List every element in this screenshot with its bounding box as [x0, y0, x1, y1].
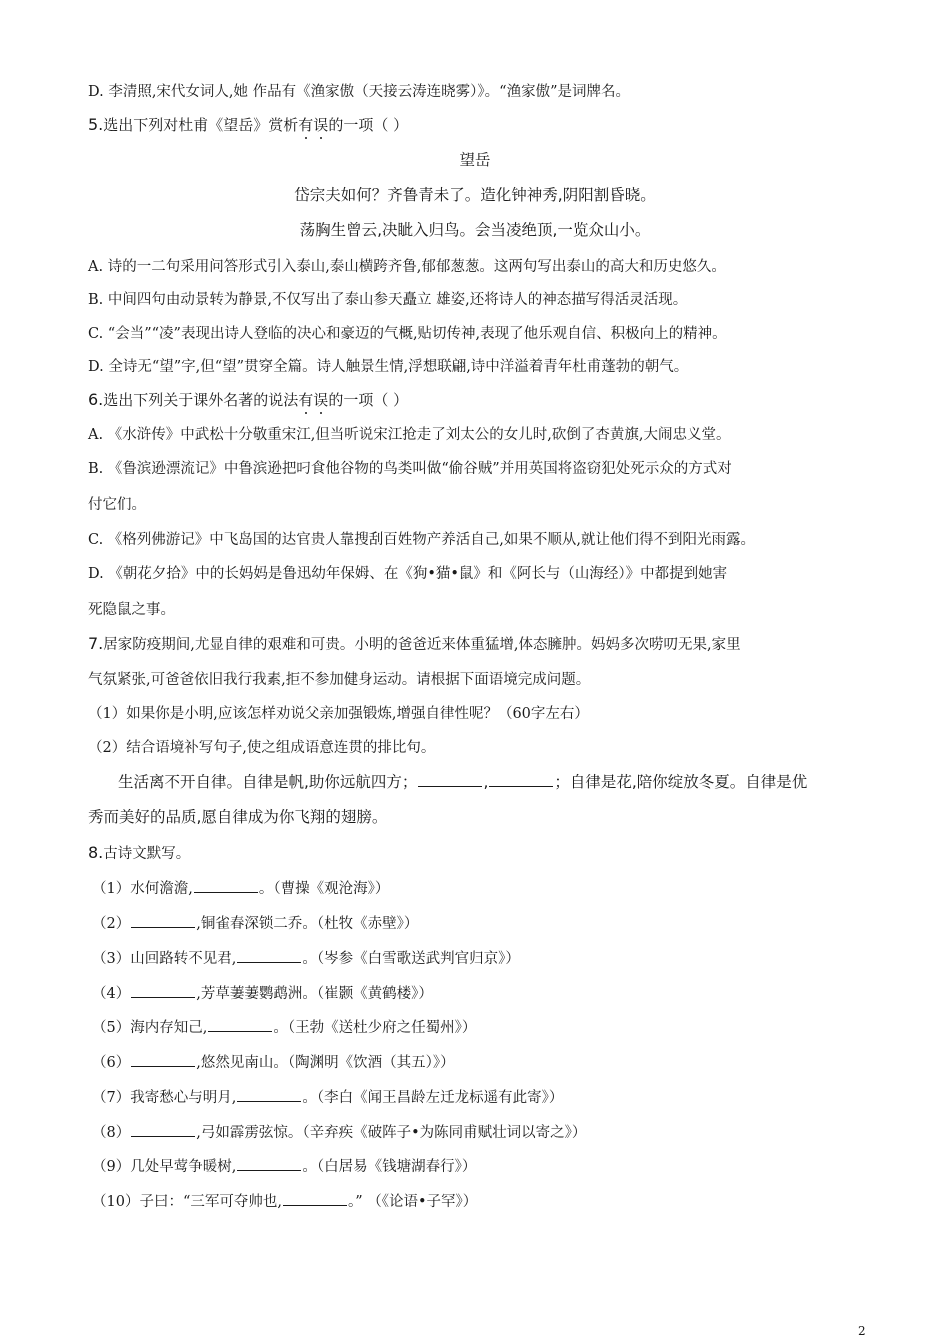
paragraph-text: 生活离不开自律。自律是帆,助你远航四方； [118, 773, 418, 791]
item-text: ,铜雀春深锁二乔。（杜牧《赤壁》） [196, 916, 419, 932]
q6-option-b: B. 《鲁滨逊漂流记》中鲁滨逊把叼食他谷物的鸟类叫做“偷谷贼”并用英国将盗窃犯处死示众的方式对 [88, 461, 732, 477]
item-text: （2） [92, 916, 131, 932]
poem-title: 望岳 [459, 151, 491, 169]
item-text: （1）水何澹澹, [92, 881, 193, 897]
question-6-stem [88, 390, 408, 410]
q8-item [92, 947, 520, 969]
item-text: （8） [92, 1125, 131, 1141]
question-number: 8. [88, 843, 104, 862]
q4-option-d: D. 李清照,宋代女词人,她 作品有《渔家傲（天接云涛连晓雾）》。“渔家傲”是词牌名。 [88, 84, 630, 100]
question-number: 6. [88, 390, 104, 409]
answer-blank[interactable] [208, 1016, 272, 1032]
item-text: ,芳草萋萋鹦鹉洲。（崔颢《黄鹤楼》） [196, 986, 433, 1002]
paragraph-text: ；自律是花,陪你绽放冬夏。自律是优 [554, 773, 808, 791]
item-text: 。（曹操《观沧海》） [258, 881, 390, 897]
answer-blank[interactable] [131, 982, 195, 998]
answer-blank[interactable] [131, 912, 195, 928]
q7-paragraph-cont: 秀而美好的品质,愿自律成为你飞翔的翅膀。 [88, 808, 388, 826]
q8-item [92, 1051, 455, 1073]
answer-blank[interactable] [489, 771, 553, 787]
emphasis-char: 误 [313, 116, 329, 134]
stem-text: 选出下列对杜甫《望岳》赏析 [103, 116, 299, 134]
item-text: 。（白居易《钱塘湖春行》） [302, 1159, 477, 1175]
item-text: ,弓如霹雳弦惊。（辛弃疾《破阵子•为陈同甫赋壮词以寄之》） [196, 1125, 587, 1141]
q5-option-d: D. 全诗无“望”字,但“望”贯穿全篇。诗人触景生情,浮想联翩,诗中洋溢着青年杜甫蓬勃的朝气。 [88, 359, 689, 375]
question-8-stem [88, 843, 190, 864]
stem-text: 居家防疫期间,尤显自律的艰难和可贵。小明的爸爸近来体重猛增,体态臃肿。妈妈多次唠叨无果,家里 [103, 637, 741, 653]
q6-option-d: D. 《朝花夕拾》中的长妈妈是鲁迅幼年保姆、在《狗•猫•鼠》和《阿长与（山海经）》中都提到她害 [88, 566, 728, 582]
q8-item [92, 877, 389, 899]
item-text: （7）我寄愁心与明月, [92, 1090, 237, 1106]
question-7-stem [88, 634, 741, 655]
stem-text: 的一项（ ） [328, 391, 409, 409]
q8-item [92, 1190, 477, 1212]
item-text: （6） [92, 1055, 131, 1071]
stem-text: 古诗文默写。 [103, 846, 191, 862]
item-text: （10）子曰：“三军可夺帅也, [92, 1194, 282, 1210]
item-text: （9）几处早莺争暖树, [92, 1159, 237, 1175]
answer-blank[interactable] [194, 877, 258, 893]
q8-item [92, 1086, 563, 1108]
stem-text: 的一项（ ） [328, 116, 409, 134]
q5-option-c: C. “会当”“凌”表现出诗人登临的决心和豪迈的气概,贴切传神,表现了他乐观自信、积极向上的精神。 [88, 326, 727, 342]
q7-subquestion-2: （2）结合语境补写句子,使之组成语意连贯的排比句。 [88, 740, 436, 756]
answer-blank[interactable] [237, 1155, 301, 1171]
answer-blank[interactable] [237, 1086, 301, 1102]
item-text: 。（王勃《送杜少府之任蜀州》） [273, 1020, 477, 1036]
q5-option-b: B. 中间四句由动景转为静景,不仅写出了泰山参天矗立 雄姿,还将诗人的神态描写得活灵活现。 [88, 292, 688, 308]
q7-subquestion-1: （1）如果你是小明,应该怎样劝说父亲加强锻炼,增强自律性呢？（60字左右） [88, 706, 589, 722]
item-text: 。（岑参《白雪歌送武判官归京》） [302, 951, 520, 967]
q8-item [92, 1121, 586, 1143]
item-text: 。（李白《闻王昌龄左迁龙标遥有此寄》） [302, 1090, 564, 1106]
page-number: 2 [858, 1324, 866, 1338]
q8-item [92, 1155, 476, 1177]
question-number: 5. [88, 115, 104, 134]
poem-line: 荡胸生曾云,决眦入归鸟。会当凌绝顶,一览众山小。 [299, 221, 651, 239]
answer-blank[interactable] [283, 1190, 347, 1206]
q6-option-d-cont: 死隐鼠之事。 [88, 602, 175, 618]
answer-blank[interactable] [237, 947, 301, 963]
question-number: 7. [88, 634, 104, 653]
stem-text: 选出下列关于课外名著的说法 [103, 391, 299, 409]
item-text: 。” （《论语•子罕》） [347, 1194, 478, 1210]
q6-option-a: A. 《水浒传》中武松十分敬重宋江,但当听说宋江抢走了刘太公的女儿时,砍倒了杏黄旗,大闹忠义堂。 [88, 427, 731, 443]
paragraph-text: , [483, 773, 489, 791]
answer-blank[interactable] [131, 1051, 195, 1067]
item-text: ,悠然见南山。（陶渊明《饮酒（其五）》） [196, 1055, 455, 1071]
emphasis-char: 误 [313, 391, 329, 409]
q7-paragraph [118, 771, 807, 792]
emphasis-char: 有 [298, 116, 314, 134]
question-7-stem-cont: 气氛紧张,可爸爸依旧我行我素,拒不参加健身运动。请根据下面语境完成问题。 [88, 672, 591, 688]
poem-line: 岱宗夫如何？齐鲁青未了。造化钟神秀,阴阳割昏晓。 [294, 186, 656, 204]
item-text: （4） [92, 986, 131, 1002]
emphasis-char: 有 [298, 391, 314, 409]
q8-item [92, 1016, 476, 1038]
q6-option-c: C. 《格列佛游记》中飞岛国的达官贵人靠搜刮百姓物产养活自己,如果不顺从,就让他们得不到阳光雨露。 [88, 532, 756, 548]
answer-blank[interactable] [131, 1121, 195, 1137]
item-text: （3）山回路转不见君, [92, 951, 237, 967]
question-5-stem [88, 115, 408, 135]
answer-blank[interactable] [418, 771, 482, 787]
q6-option-b-cont: 付它们。 [88, 497, 146, 513]
item-text: （5）海内存知己, [92, 1020, 208, 1036]
q8-item [92, 912, 418, 934]
q5-option-a: A. 诗的一二句采用问答形式引入泰山,泰山横跨齐鲁,郁郁葱葱。这两句写出泰山的高大和历史悠久。 [88, 259, 726, 275]
q8-item [92, 982, 433, 1004]
